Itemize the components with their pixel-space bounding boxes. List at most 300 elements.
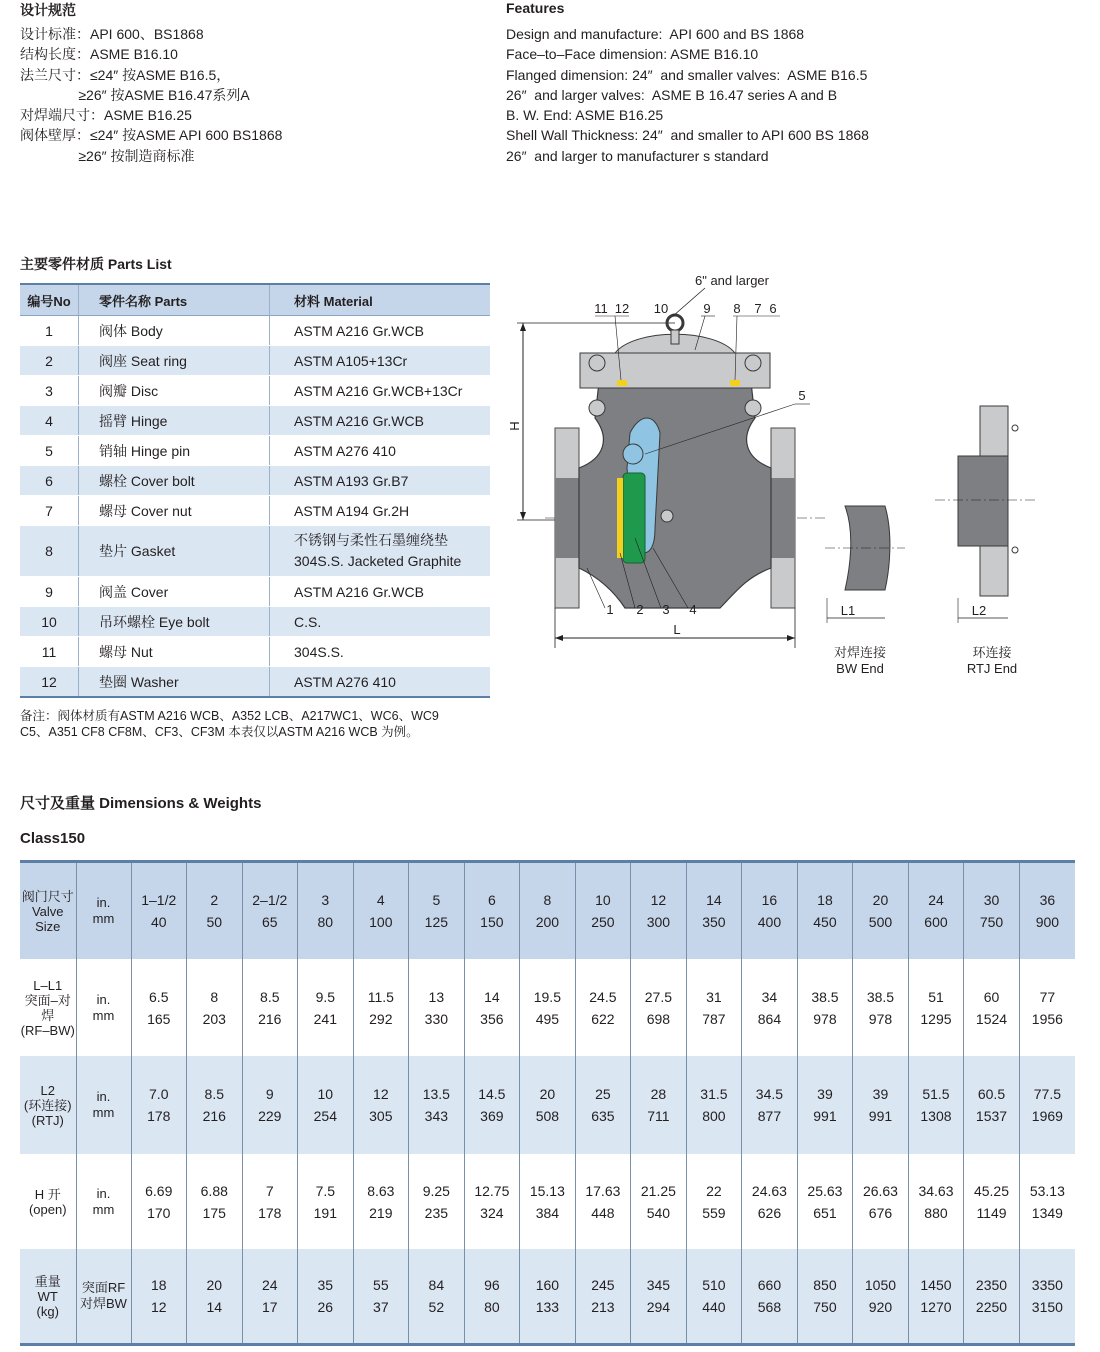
callout-7: 7	[754, 301, 762, 316]
features-line: Face–to–Face dimension: ASME B16.10	[506, 46, 759, 63]
part-material: ASTM A194 Gr.2H	[270, 496, 491, 526]
weight-cell	[409, 1249, 465, 1345]
value-top: 38.5	[811, 988, 839, 1005]
weight-cell	[964, 1249, 1020, 1345]
row-label-wt: 重量 WT (kg)	[20, 1249, 76, 1345]
part-name: 螺栓 Cover bolt	[79, 466, 270, 496]
value-bottom: 178	[258, 1204, 282, 1221]
value-bottom: 787	[702, 1010, 726, 1027]
value-bottom: 978	[868, 1010, 893, 1027]
value-bottom: 991	[868, 1108, 893, 1124]
value-top: 24.5	[589, 988, 617, 1005]
features-line: Flanged dimension: 24″ and smaller valves: ASME B16.5	[506, 66, 868, 83]
rtj-groove	[1012, 425, 1018, 431]
value-bottom: 676	[868, 1204, 893, 1221]
l2-cell	[575, 1056, 631, 1154]
parts-header-row	[20, 284, 490, 316]
part-material: ASTM A216 Gr.WCB	[270, 316, 491, 346]
part-name: 摇臂 Hinge	[79, 406, 270, 436]
arrow-icon	[520, 512, 526, 520]
weight-cell	[353, 1249, 409, 1345]
parts-table	[20, 283, 490, 698]
value-bottom: 1295	[920, 1010, 952, 1027]
valve-body	[579, 373, 771, 608]
arrow-icon	[520, 323, 526, 331]
table-row	[20, 1154, 1075, 1249]
part-no: 10	[20, 607, 79, 637]
value-top: 21.25	[640, 1182, 676, 1199]
value-top: 20	[206, 1277, 223, 1293]
bw-end-label-zh: 对焊连接	[833, 645, 887, 660]
value-top: 9	[265, 1086, 274, 1102]
l-l1-cell	[964, 959, 1020, 1056]
value-top: 160	[535, 1277, 560, 1293]
rtj-end-drawing	[958, 456, 1008, 546]
rtj-end-label-zh: 环连接	[972, 645, 1012, 660]
value-top: 53.13	[1029, 1182, 1065, 1199]
value-top: 510	[702, 1277, 726, 1293]
size-cell	[464, 862, 520, 960]
value-top: 34	[761, 988, 778, 1005]
value-bottom: 165	[147, 1010, 171, 1027]
callout-2: 2	[636, 602, 644, 617]
l2-cell	[242, 1056, 298, 1154]
value-bottom: 1956	[1031, 1010, 1063, 1027]
value-bottom: 978	[813, 1010, 837, 1027]
h-cell	[631, 1154, 687, 1249]
value-top: 16	[761, 892, 778, 908]
value-top: 12	[373, 1086, 389, 1102]
dimensions-title: 尺寸及重量 Dimensions & Weights	[20, 795, 262, 812]
h-cell	[964, 1154, 1020, 1249]
h-cell	[520, 1154, 576, 1249]
value-bottom: 920	[868, 1299, 893, 1315]
value-bottom: 3150	[1031, 1299, 1063, 1315]
l-l1-cell	[298, 959, 354, 1056]
value-bottom: 450	[813, 914, 837, 930]
value-bottom: 343	[424, 1108, 449, 1124]
value-top: 6.69	[145, 1182, 173, 1199]
value-bottom: 559	[702, 1204, 726, 1221]
value-bottom: 1349	[1031, 1204, 1063, 1221]
part-material: C.S.	[270, 607, 491, 637]
size-cell	[1019, 862, 1075, 960]
l-l1-cell	[353, 959, 409, 1056]
table-row	[20, 346, 490, 376]
part-name: 阀体 Body	[79, 316, 270, 346]
value-bottom: 292	[369, 1010, 393, 1027]
l2-cell	[742, 1056, 798, 1154]
value-bottom: 300	[646, 914, 671, 930]
value-top: 8.5	[260, 988, 280, 1005]
h-cell	[908, 1154, 964, 1249]
disc	[623, 473, 645, 563]
value-top: 20	[872, 892, 889, 908]
value-top: 24.63	[751, 1182, 787, 1199]
weight-cell	[797, 1249, 853, 1345]
table-row	[20, 577, 490, 607]
l-l1-cell	[187, 959, 243, 1056]
value-top: 3	[321, 892, 330, 908]
value-bottom: 1270	[920, 1299, 952, 1315]
value-bottom: 1524	[975, 1010, 1008, 1027]
callout-11: 11	[594, 301, 608, 316]
value-bottom: 235	[424, 1204, 449, 1221]
value-top: 24	[928, 892, 944, 908]
h-cell	[353, 1154, 409, 1249]
leader-line	[673, 288, 705, 316]
value-top: 245	[591, 1277, 615, 1293]
value-top: 14	[484, 988, 500, 1005]
l-l1-cell	[631, 959, 687, 1056]
size-cell	[187, 862, 243, 960]
arrow-icon	[787, 635, 795, 641]
l2-cell	[686, 1056, 742, 1154]
h-cell	[464, 1154, 520, 1249]
value-top: 27.5	[644, 988, 673, 1005]
value-bottom: 65	[262, 914, 278, 930]
cover-flange	[580, 353, 770, 388]
part-material: ASTM A216 Gr.WCB+13Cr	[270, 376, 491, 406]
part-name: 阀座 Seat ring	[79, 346, 270, 376]
value-top: 11.5	[367, 988, 394, 1005]
h-cell	[1019, 1154, 1075, 1249]
h-cell	[409, 1154, 465, 1249]
class-label: Class150	[20, 830, 86, 847]
l-l1-cell	[908, 959, 964, 1056]
value-top: 6.5	[149, 988, 169, 1005]
value-bottom: 864	[757, 1010, 782, 1027]
value-bottom: 600	[924, 914, 948, 930]
value-top: 10	[317, 1086, 334, 1102]
part-material: ASTM A276 410	[270, 436, 491, 466]
weight-cell	[187, 1249, 243, 1345]
weight-cell	[1019, 1249, 1075, 1345]
design-spec-list	[20, 24, 282, 166]
part-material-line: 不锈钢与柔性石墨缠绕垫	[294, 532, 448, 548]
dim-l1-label: L1	[840, 603, 856, 618]
value-bottom: 635	[591, 1108, 615, 1124]
dim-h-label: H	[507, 421, 522, 431]
value-top: 77	[1039, 988, 1056, 1005]
value-top: 6	[487, 892, 496, 908]
table-row	[20, 376, 490, 406]
h-cell	[131, 1154, 187, 1249]
callout-3: 3	[662, 602, 670, 617]
weight-cell	[908, 1249, 964, 1345]
value-bottom: 356	[480, 1010, 504, 1027]
l2-cell	[853, 1056, 909, 1154]
size-cell	[131, 862, 187, 960]
bw-end-label-en: BW End	[836, 661, 884, 676]
l2-cell	[187, 1056, 243, 1154]
value-bottom: 170	[147, 1204, 171, 1221]
value-bottom: 213	[591, 1299, 615, 1315]
callout-9: 9	[703, 301, 711, 316]
value-top: 45.25	[973, 1182, 1010, 1199]
h-cell	[686, 1154, 742, 1249]
value-bottom: 100	[369, 914, 393, 930]
table-row	[20, 959, 1075, 1056]
value-top: 51.5	[922, 1086, 950, 1102]
value-top: 60.5	[977, 1086, 1006, 1102]
table-row	[20, 526, 490, 577]
value-top: 39	[872, 1086, 889, 1102]
part-material-line: 304S.S. Jacketed Graphite	[294, 553, 462, 569]
h-cell	[797, 1154, 853, 1249]
value-top: 8.63	[367, 1182, 395, 1199]
value-top: 31	[706, 988, 722, 1005]
l2-cell	[298, 1056, 354, 1154]
part-material	[270, 526, 491, 577]
table-row	[20, 466, 490, 496]
diagram-top-note: 6" and larger	[695, 273, 769, 288]
table-row	[20, 862, 1075, 960]
value-bottom: 877	[757, 1108, 782, 1124]
value-bottom: 80	[317, 914, 334, 930]
size-cell	[853, 862, 909, 960]
part-name: 吊环螺栓 Eye bolt	[79, 607, 270, 637]
value-top: 2	[210, 892, 219, 908]
value-bottom: 1149	[976, 1204, 1007, 1221]
features-line: B. W. End: ASME B16.25	[506, 107, 664, 124]
h-cell	[242, 1154, 298, 1249]
value-bottom: 191	[313, 1204, 337, 1221]
value-top: 10	[595, 892, 611, 908]
value-top: 39	[817, 1086, 833, 1102]
value-bottom: 508	[535, 1108, 560, 1124]
l2-cell	[1019, 1056, 1075, 1154]
value-top: 13.5	[422, 1086, 450, 1102]
value-top: 9.25	[422, 1182, 450, 1199]
part-no: 4	[20, 406, 79, 436]
unit-cell: in. mm	[76, 1056, 131, 1154]
value-bottom: 540	[646, 1204, 671, 1221]
value-bottom: 37	[373, 1299, 389, 1315]
design-spec-title: 设计规范	[20, 2, 76, 18]
value-bottom: 800	[702, 1108, 726, 1124]
value-top: 14	[706, 892, 722, 908]
value-top: 35	[317, 1277, 334, 1293]
arrow-icon	[555, 635, 563, 641]
part-material: 304S.S.	[270, 637, 491, 667]
weight-cell	[298, 1249, 354, 1345]
unit-cell: in. mm	[76, 1154, 131, 1249]
callout-12: 12	[614, 301, 630, 316]
weight-cell	[464, 1249, 520, 1345]
weight-cell	[631, 1249, 687, 1345]
design-spec-line: 法兰尺寸：≤24″ 按ASME B16.5，	[20, 66, 231, 83]
value-top: 25	[595, 1086, 611, 1102]
value-top: 34.63	[918, 1182, 954, 1199]
value-bottom: 14	[206, 1299, 223, 1315]
value-top: 12	[650, 892, 667, 908]
value-bottom: 622	[591, 1010, 615, 1027]
gasket	[730, 380, 740, 386]
l-l1-cell	[520, 959, 576, 1056]
row-label-h: H 开 (open)	[20, 1154, 76, 1249]
value-top: 5	[432, 892, 441, 908]
cover-nut	[589, 355, 605, 371]
value-top: 660	[757, 1277, 782, 1293]
value-top: 12.75	[474, 1182, 510, 1199]
weight-cell	[520, 1249, 576, 1345]
l-l1-cell	[797, 959, 853, 1056]
part-name: 阀盖 Cover	[79, 577, 270, 607]
value-top: 8	[210, 988, 219, 1005]
part-name: 螺母 Cover nut	[79, 496, 270, 526]
dimensions-table	[20, 860, 1075, 1346]
callout-10: 10	[653, 301, 669, 316]
rtj-end-label-en: RTJ End	[966, 661, 1018, 676]
value-bottom: 254	[313, 1108, 337, 1124]
size-cell	[797, 862, 853, 960]
material-note-line: 备注：阀体材质有ASTM A216 WCB、A352 LCB、A217WC1、WC6、WC9	[20, 709, 439, 723]
size-cell	[575, 862, 631, 960]
valve-cross-section-diagram	[505, 268, 1065, 688]
l-l1-cell	[575, 959, 631, 1056]
callout-4: 4	[689, 602, 697, 617]
l2-cell	[409, 1056, 465, 1154]
value-top: 28	[650, 1086, 667, 1102]
row-label-l-l1: L–L1 突面–对焊 (RF–BW)	[20, 959, 76, 1056]
table-row	[20, 496, 490, 526]
value-top: 8.5	[204, 1086, 224, 1102]
weight-cell	[853, 1249, 909, 1345]
eye-bolt-shank	[671, 330, 679, 344]
value-bottom: 900	[1035, 914, 1060, 930]
value-top: 6.88	[200, 1182, 228, 1199]
value-bottom: 175	[202, 1204, 226, 1221]
disc-nut	[661, 510, 673, 522]
value-top: 31.5	[700, 1086, 728, 1102]
value-top: 30	[983, 892, 1000, 908]
value-bottom: 200	[535, 914, 560, 930]
part-no: 8	[20, 526, 79, 577]
value-top: 345	[646, 1277, 671, 1293]
part-material: ASTM A193 Gr.B7	[270, 466, 491, 496]
value-top: 36	[1039, 892, 1056, 908]
cover-nut	[589, 400, 605, 416]
parts-list-title: 主要零件材质 Parts List	[20, 256, 172, 272]
weight-cell	[686, 1249, 742, 1345]
value-bottom: 219	[369, 1204, 393, 1221]
l2-cell	[464, 1056, 520, 1154]
design-spec-line: ≥26″ 按制造商标准	[20, 147, 195, 164]
l-l1-cell	[242, 959, 298, 1056]
value-bottom: 324	[480, 1204, 504, 1221]
callout-5: 5	[798, 388, 806, 403]
weight-cell	[742, 1249, 798, 1345]
parts-header-no: 编号No	[20, 284, 79, 316]
value-bottom: 384	[535, 1204, 560, 1221]
seat-ring	[617, 478, 623, 558]
design-spec-line: 结构长度：ASME B16.10	[20, 46, 178, 63]
part-name: 阀瓣 Disc	[79, 376, 270, 406]
weight-cell	[131, 1249, 187, 1345]
value-top: 9.5	[315, 988, 336, 1005]
value-top: 24	[262, 1277, 278, 1293]
features-line: 26″ and larger valves: ASME B 16.47 series A and B	[506, 86, 838, 103]
value-bottom: 1308	[920, 1108, 952, 1124]
hinge-pin	[623, 444, 643, 464]
value-top: 3350	[1031, 1277, 1063, 1293]
value-bottom: 651	[813, 1204, 837, 1221]
h-cell	[187, 1154, 243, 1249]
value-bottom: 568	[757, 1299, 782, 1315]
value-top: 14.5	[478, 1086, 506, 1102]
value-top: 96	[484, 1277, 500, 1293]
value-top: 55	[373, 1277, 389, 1293]
value-bottom: 50	[206, 914, 223, 930]
features-line: Shell Wall Thickness: 24″ and smaller to API 600 BS 1868	[506, 127, 869, 144]
value-top: 60	[983, 988, 1000, 1005]
value-top: 77.5	[1033, 1086, 1061, 1102]
table-row	[20, 1249, 1075, 1345]
table-row	[20, 1056, 1075, 1154]
value-top: 22	[706, 1182, 722, 1199]
l-l1-cell	[464, 959, 520, 1056]
l2-cell	[520, 1056, 576, 1154]
value-bottom: 750	[813, 1299, 837, 1315]
value-bottom: 495	[535, 1010, 560, 1027]
features-line: 26″ and larger to manufacturer s standard	[506, 147, 769, 164]
l2-cell	[908, 1056, 964, 1154]
value-bottom: 448	[591, 1204, 615, 1221]
h-cell	[575, 1154, 631, 1249]
value-top: 26.63	[862, 1182, 898, 1199]
part-no: 2	[20, 346, 79, 376]
value-bottom: 133	[535, 1299, 560, 1315]
part-no: 5	[20, 436, 79, 466]
value-bottom: 150	[480, 914, 504, 930]
callout-8: 8	[733, 301, 741, 316]
l2-cell	[631, 1056, 687, 1154]
value-bottom: 400	[757, 914, 782, 930]
part-no: 12	[20, 667, 79, 698]
part-material: ASTM A216 Gr.WCB	[270, 577, 491, 607]
value-top: 1450	[920, 1277, 952, 1293]
size-cell	[631, 862, 687, 960]
gasket	[617, 380, 627, 386]
size-cell	[964, 862, 1020, 960]
value-top: 8	[543, 892, 552, 908]
size-cell	[298, 862, 354, 960]
value-top: 4	[376, 892, 385, 908]
size-cell	[409, 862, 465, 960]
part-name: 垫圈 Washer	[79, 667, 270, 698]
value-bottom: 991	[813, 1108, 837, 1124]
h-cell	[298, 1154, 354, 1249]
row-label-l2: L2 (环连接) (RTJ)	[20, 1056, 76, 1154]
part-name: 销轴 Hinge pin	[79, 436, 270, 466]
weight-cell	[242, 1249, 298, 1345]
value-bottom: 250	[591, 914, 615, 930]
material-note	[20, 708, 490, 740]
weight-cell	[575, 1249, 631, 1345]
size-cell	[908, 862, 964, 960]
callout-6: 6	[769, 301, 777, 316]
value-top: 7	[265, 1182, 274, 1199]
value-bottom: 216	[258, 1010, 282, 1027]
value-top: 7.0	[149, 1086, 169, 1102]
unit-cell: in. mm	[76, 862, 131, 960]
part-material: ASTM A105+13Cr	[270, 346, 491, 376]
value-bottom: 26	[317, 1299, 334, 1315]
value-bottom: 294	[646, 1299, 671, 1315]
size-cell	[742, 862, 798, 960]
size-cell	[353, 862, 409, 960]
